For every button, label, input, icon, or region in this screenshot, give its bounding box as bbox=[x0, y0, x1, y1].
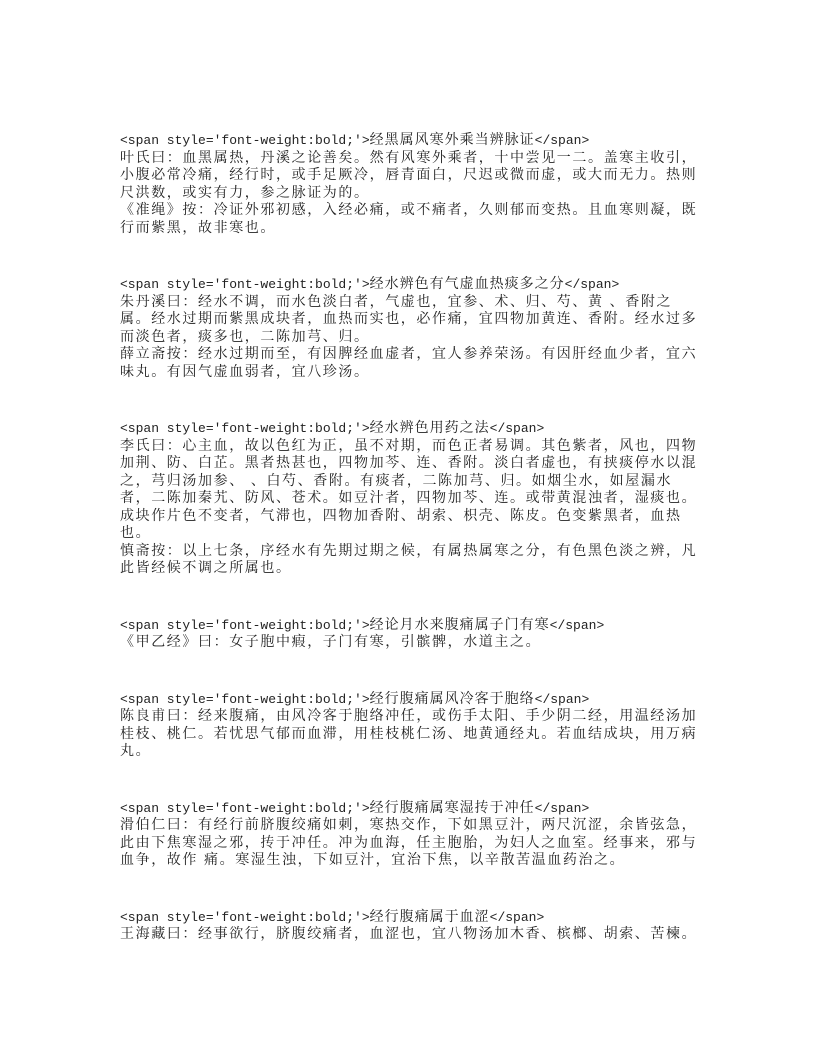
paragraph: 慎斋按：以上七条，序经水有先期过期之候，有属热属寒之分，有色黑色淡之辨，凡此皆经候不调之所属也。 bbox=[120, 542, 698, 576]
heading-title: 经行腹痛属寒湿抟于冲任 bbox=[369, 799, 535, 816]
heading-title: 经行腹痛属风冷客于胞络 bbox=[369, 690, 535, 707]
heading-suffix: </span> bbox=[534, 691, 590, 707]
heading-suffix: </span> bbox=[534, 133, 590, 148]
section-heading bbox=[120, 617, 702, 635]
heading-suffix: </span> bbox=[564, 277, 620, 292]
heading-suffix: </span> bbox=[549, 617, 605, 633]
paragraph: 李氏曰：心主血，故以色红为正，虽不对期，而色正者易调。其色紫者，风也，四物加荆、防、白芷。黑者热甚也，四物加芩、连、香附。淡白者虚也，有挟痰停水以混之，芎归汤加参、 、白芍、香附。有痰者，二陈加芎、归。如烟尘水，如屋漏水者，二陈加秦艽、防风、苍术。如豆汁者，四物加芩、连。或带黄混浊者，湿痰也。成块作片色不变者，气滞也，四物加香附、胡索、枳壳、陈皮。色变紫黑者，血热也。 bbox=[120, 437, 698, 541]
paragraph: 叶氏曰：血黑属热，丹溪之论善矣。然有风寒外乘者，十中尝见一二。盖寒主收引，小腹必常冷痛，经行时，或手足厥冷，唇青面白，尺迟或微而虚，或大而无力。热则尺洪数，或实有力，参之脉证为的。 bbox=[120, 149, 698, 201]
section-heading bbox=[120, 132, 702, 150]
section-6 bbox=[120, 800, 702, 870]
heading-suffix: </span> bbox=[489, 421, 545, 436]
section-heading bbox=[120, 909, 702, 927]
heading-prefix: <span style='font-weight:bold;'> bbox=[120, 800, 370, 816]
section-heading bbox=[120, 691, 702, 709]
heading-prefix: <span style='font-weight:bold;'> bbox=[120, 909, 370, 925]
heading-title: 经行腹痛属于血涩 bbox=[369, 908, 490, 925]
section-5 bbox=[120, 691, 702, 761]
heading-suffix: </span> bbox=[489, 909, 545, 925]
paragraph: 《甲乙经》曰：女子胞中瘕，子门有寒，引髌髀，水道主之。 bbox=[120, 634, 542, 650]
section-3 bbox=[120, 420, 702, 578]
paragraph: 《准绳》按：冷证外邪初感，入经必痛，或不痛者，久则郁而变热。且血寒则凝，既行而紫黑，故非寒也。 bbox=[120, 202, 698, 236]
heading-prefix: <span style='font-weight:bold;'> bbox=[120, 691, 370, 707]
heading-title: 经黑属风寒外乘当辨脉证 bbox=[369, 132, 535, 148]
section-heading bbox=[120, 420, 702, 438]
heading-title: 经水辨色用药之法 bbox=[369, 420, 490, 436]
heading-prefix: <span style='font-weight:bold;'> bbox=[120, 133, 370, 148]
heading-suffix: </span> bbox=[534, 800, 590, 816]
paragraph: 陈良甫曰：经来腹痛，由风冷客于胞络冲任，或伤手太阳、手少阴二经，用温经汤加桂枝、桃仁。若忧思气郁而血滞，用桂枝桃仁汤、地黄通经丸。若血结成块，用万病丸。 bbox=[120, 708, 698, 759]
paragraph: 朱丹溪曰：经水不调，而水色淡白者，气虚也，宜参、术、归、芍、黄 、香附之属。经水过期而紫黑成块者，血热而实也，必作痛，宜四物加黄连、香附。经水过多而淡色者，痰多也，二陈加芎、归。 bbox=[120, 293, 698, 345]
section-4 bbox=[120, 617, 702, 652]
heading-prefix: <span style='font-weight:bold;'> bbox=[120, 617, 370, 633]
document-page bbox=[120, 132, 702, 983]
section-1 bbox=[120, 132, 702, 237]
section-7 bbox=[120, 909, 702, 944]
section-heading bbox=[120, 800, 702, 818]
section-2 bbox=[120, 276, 702, 381]
paragraph: 王海藏曰：经事欲行，脐腹绞痛者，血涩也，宜八物汤加木香、槟榔、胡索、苦楝。 bbox=[120, 926, 698, 942]
heading-prefix: <span style='font-weight:bold;'> bbox=[120, 277, 370, 292]
heading-prefix: <span style='font-weight:bold;'> bbox=[120, 421, 370, 436]
heading-title: 经论月水来腹痛属子门有寒 bbox=[369, 616, 550, 633]
paragraph: 滑伯仁曰：有经行前脐腹绞痛如刺，寒热交作，下如黑豆汁，两尺沉涩，余皆弦急，此由下焦寒湿之邪，抟于冲任。冲为血海，任主胞胎，为妇人之血室。经事来，邪与血争，故作 痛。寒湿生浊，下如豆汁，宜治下焦，以辛散苦温血药治之。 bbox=[120, 817, 698, 868]
paragraph: 薛立斋按：经水过期而至，有因脾经血虚者，宜人参养荣汤。有因肝经血少者，宜六味丸。有因气虚血弱者，宜八珍汤。 bbox=[120, 346, 698, 380]
section-heading bbox=[120, 276, 702, 294]
heading-title: 经水辨色有气虚血热痰多之分 bbox=[369, 276, 565, 292]
